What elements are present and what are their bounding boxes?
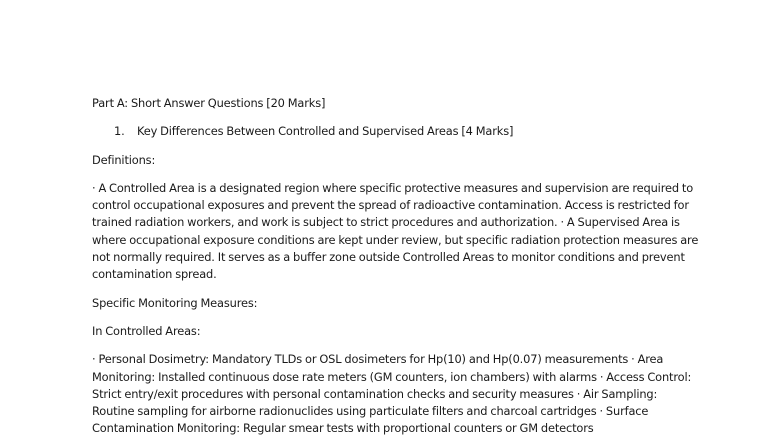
section-heading: Part A: Short Answer Questions [20 Marks] bbox=[92, 96, 326, 110]
question-number: 1. bbox=[114, 124, 125, 139]
question-text: Key Differences Between Controlled and Supervised Areas [4 Marks] bbox=[137, 124, 514, 139]
controlled-areas-paragraph: · Personal Dosimetry: Mandatory TLDs or OSL dosimeters for Hp(10) and Hp(0.07) measurements · Area Monitoring: Installed continuous dose rate meters (GM counters, ion chambers) with alarms · Access Control: Strict entry/exit procedures with personal contamination checks and security measures · Air Sampling: Routine sampling for airborne radionuclides using particulate filters and charcoal cartridges · Surface Contamination Monitoring: Regular smear tests with proportional counters or GM detectors bbox=[92, 352, 692, 436]
definitions-paragraph: · A Controlled Area is a designated region where specific protective measures and supervision are required to control occupational exposures and prevent the spread of radioactive contamination. Access is restricted for trained radiation workers, and work is subject to strict procedures and authorization. · A Supervised Area is where occupational exposure conditions are kept under review, but specific radiation protection measures are not normally required. It serves as a buffer zone outside Controlled Areas to monitor conditions and prevent contamination spread. bbox=[92, 180, 699, 282]
controlled-areas-label: In Controlled Areas: bbox=[92, 323, 201, 338]
document-body bbox=[92, 95, 702, 441]
question-item bbox=[114, 123, 702, 140]
definitions-label: Definitions: bbox=[92, 152, 156, 167]
monitoring-label: Specific Monitoring Measures: bbox=[92, 295, 258, 310]
